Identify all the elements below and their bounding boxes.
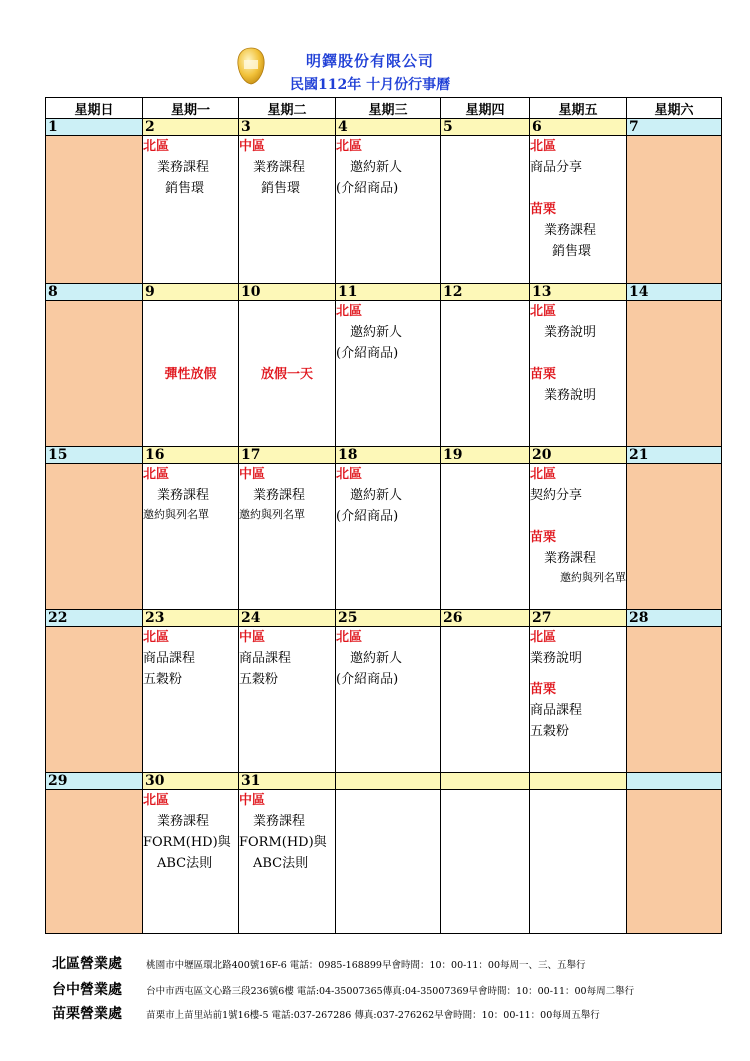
date-row (46, 119, 722, 136)
date-row (46, 773, 722, 790)
region-label: 北區 (143, 139, 170, 154)
event-text: 業務課程 (253, 160, 306, 175)
date-number: 19 (441, 447, 530, 464)
event-text: 五穀粉 (239, 672, 279, 687)
region-label: 中區 (239, 630, 266, 645)
event-text: 五穀粉 (143, 672, 183, 687)
date-number: 24 (239, 610, 336, 627)
weekend-cell (46, 136, 143, 284)
event-text: 業務說明 (544, 325, 597, 340)
day-cell (441, 136, 530, 284)
day-cell (441, 627, 530, 773)
weekday-header: 星期一 (143, 98, 239, 119)
branch-details: 桃園市中壢區環北路400號16F-6 電話：0985-168899早會時間：10：00-11：00每周一、三、五舉行 (146, 960, 586, 971)
calendar-table (45, 97, 722, 934)
day-cell (530, 301, 627, 447)
date-number: 23 (143, 610, 239, 627)
event-text: 五穀粉 (530, 724, 570, 739)
date-number: 25 (336, 610, 441, 627)
date-number: 16 (143, 447, 239, 464)
event-text: 業務課程 (544, 551, 597, 566)
company-name: 明鐸股份有限公司 (306, 52, 435, 70)
event-text: 業務說明 (544, 388, 597, 403)
date-number: 3 (239, 119, 336, 136)
day-cell (239, 136, 336, 284)
day-cell (239, 301, 336, 447)
date-number: 15 (46, 447, 143, 464)
weekday-header: 星期二 (239, 98, 336, 119)
day-cell (336, 301, 441, 447)
weekday-header: 星期四 (441, 98, 530, 119)
day-cell (441, 301, 530, 447)
event-text: 業務課程 (157, 814, 210, 829)
date-number: 14 (627, 284, 722, 301)
date-number: 4 (336, 119, 441, 136)
weekend-cell (627, 790, 722, 934)
region-label: 北區 (530, 304, 557, 319)
weekend-cell (627, 627, 722, 773)
event-text: 業務課程 (157, 160, 210, 175)
event-text: 銷售環 (165, 181, 205, 196)
event-text: 商品分享 (530, 160, 583, 175)
day-cell (143, 464, 239, 610)
day-cell (239, 627, 336, 773)
event-row (46, 464, 722, 610)
date-number: 31 (239, 773, 336, 790)
day-cell (143, 136, 239, 284)
gold-medallion-icon (236, 47, 266, 85)
region-label: 北區 (530, 467, 557, 482)
event-text: 邀約與列名單 (560, 571, 626, 584)
weekday-header: 星期六 (627, 98, 722, 119)
date-number: 22 (46, 610, 143, 627)
branch-details: 台中市西屯區文心路三段236號6樓 電話:04-35007365傳真:04-35007369早會時間：10：00-11：00每周二舉行 (146, 986, 635, 997)
date-number: 5 (441, 119, 530, 136)
region-label: 苗栗 (530, 367, 557, 382)
event-text: 邀約新人 (350, 325, 403, 340)
event-text: 商品課程 (143, 651, 196, 666)
date-number: 26 (441, 610, 530, 627)
region-label: 中區 (239, 793, 266, 808)
date-number: 11 (336, 284, 441, 301)
event-text: FORM(HD)與 (239, 835, 327, 850)
event-text: 業務說明 (530, 651, 583, 666)
region-label: 苗栗 (530, 682, 557, 697)
region-label: 北區 (143, 467, 170, 482)
event-text: (介紹商品) (336, 672, 399, 687)
branch-name: 北區營業處 (52, 956, 122, 972)
date-number: 18 (336, 447, 441, 464)
weekend-cell (627, 301, 722, 447)
weekday-header: 星期三 (336, 98, 441, 119)
region-label: 中區 (239, 467, 266, 482)
date-number: 13 (530, 284, 627, 301)
region-label: 北區 (530, 630, 557, 645)
event-text: 銷售環 (261, 181, 301, 196)
event-text: 邀約新人 (350, 160, 403, 175)
date-row (46, 447, 722, 464)
branch-details: 苗栗市上苗里站前1號16樓-5 電話:037-267286 傳真:037-276262早會時間：10：00-11：00每周五舉行 (146, 1010, 600, 1021)
weekday-header: 星期五 (530, 98, 627, 119)
weekday-header: 星期日 (46, 98, 143, 119)
event-text: 邀約與列名單 (143, 508, 209, 521)
weekend-cell (46, 464, 143, 610)
branch-info (52, 953, 732, 973)
date-number (441, 773, 530, 790)
date-number: 9 (143, 284, 239, 301)
date-number: 2 (143, 119, 239, 136)
date-number (627, 773, 722, 790)
date-row (46, 284, 722, 301)
day-cell (336, 790, 441, 934)
day-cell (530, 136, 627, 284)
weekend-cell (46, 301, 143, 447)
day-cell (239, 790, 336, 934)
event-row (46, 790, 722, 934)
event-text: 業務課程 (544, 223, 597, 238)
region-label: 苗栗 (530, 202, 557, 217)
day-cell (143, 301, 239, 447)
day-cell (530, 790, 627, 934)
event-text: (介紹商品) (336, 346, 399, 361)
event-text: 業務課程 (157, 488, 210, 503)
event-text: 商品課程 (530, 703, 583, 718)
region-label: 北區 (336, 467, 363, 482)
event-text: ABC法則 (253, 856, 309, 871)
branch-name: 台中營業處 (52, 982, 122, 998)
event-text: 邀約新人 (350, 651, 403, 666)
day-cell (239, 464, 336, 610)
event-text: (介紹商品) (336, 509, 399, 524)
weekend-cell (46, 790, 143, 934)
event-text: 邀約與列名單 (239, 508, 305, 521)
date-number: 6 (530, 119, 627, 136)
date-number: 8 (46, 284, 143, 301)
region-label: 北區 (143, 793, 170, 808)
weekday-header-row (46, 98, 722, 119)
date-number (530, 773, 627, 790)
day-cell (336, 627, 441, 773)
calendar-subtitle: 民國112年 十月份行事曆 (290, 77, 451, 93)
holiday-note: 放假一天 (260, 367, 313, 382)
event-text: 契約分享 (530, 488, 583, 503)
weekend-cell (627, 136, 722, 284)
region-label: 北區 (336, 139, 363, 154)
event-text: ABC法則 (157, 856, 213, 871)
region-label: 北區 (143, 630, 170, 645)
event-text: 商品課程 (239, 651, 292, 666)
weekend-cell (46, 627, 143, 773)
date-number (336, 773, 441, 790)
branch-info (52, 979, 732, 999)
date-row (46, 610, 722, 627)
event-text: 業務課程 (253, 814, 306, 829)
date-number: 21 (627, 447, 722, 464)
date-number: 20 (530, 447, 627, 464)
holiday-note: 彈性放假 (164, 367, 217, 382)
date-number: 27 (530, 610, 627, 627)
event-row (46, 627, 722, 773)
event-text: FORM(HD)與 (143, 835, 231, 850)
branch-name: 苗栗營業處 (52, 1006, 122, 1022)
date-number: 29 (46, 773, 143, 790)
day-cell (336, 464, 441, 610)
page-header (0, 40, 750, 100)
date-number: 30 (143, 773, 239, 790)
date-number: 10 (239, 284, 336, 301)
day-cell (530, 464, 627, 610)
event-text: 邀約新人 (350, 488, 403, 503)
region-label: 苗栗 (530, 530, 557, 545)
event-text: (介紹商品) (336, 181, 399, 196)
day-cell (441, 464, 530, 610)
event-row (46, 301, 722, 447)
day-cell (143, 790, 239, 934)
date-number: 7 (627, 119, 722, 136)
date-number: 17 (239, 447, 336, 464)
event-text: 業務課程 (253, 488, 306, 503)
region-label: 北區 (336, 630, 363, 645)
date-number: 12 (441, 284, 530, 301)
weekend-cell (627, 464, 722, 610)
date-number: 1 (46, 119, 143, 136)
branch-info (52, 1003, 732, 1023)
region-label: 北區 (336, 304, 363, 319)
day-cell (441, 790, 530, 934)
region-label: 中區 (239, 139, 266, 154)
region-label: 北區 (530, 139, 557, 154)
event-row (46, 136, 722, 284)
event-text: 銷售環 (552, 244, 592, 259)
day-cell (143, 627, 239, 773)
day-cell (530, 627, 627, 773)
date-number: 28 (627, 610, 722, 627)
day-cell (336, 136, 441, 284)
